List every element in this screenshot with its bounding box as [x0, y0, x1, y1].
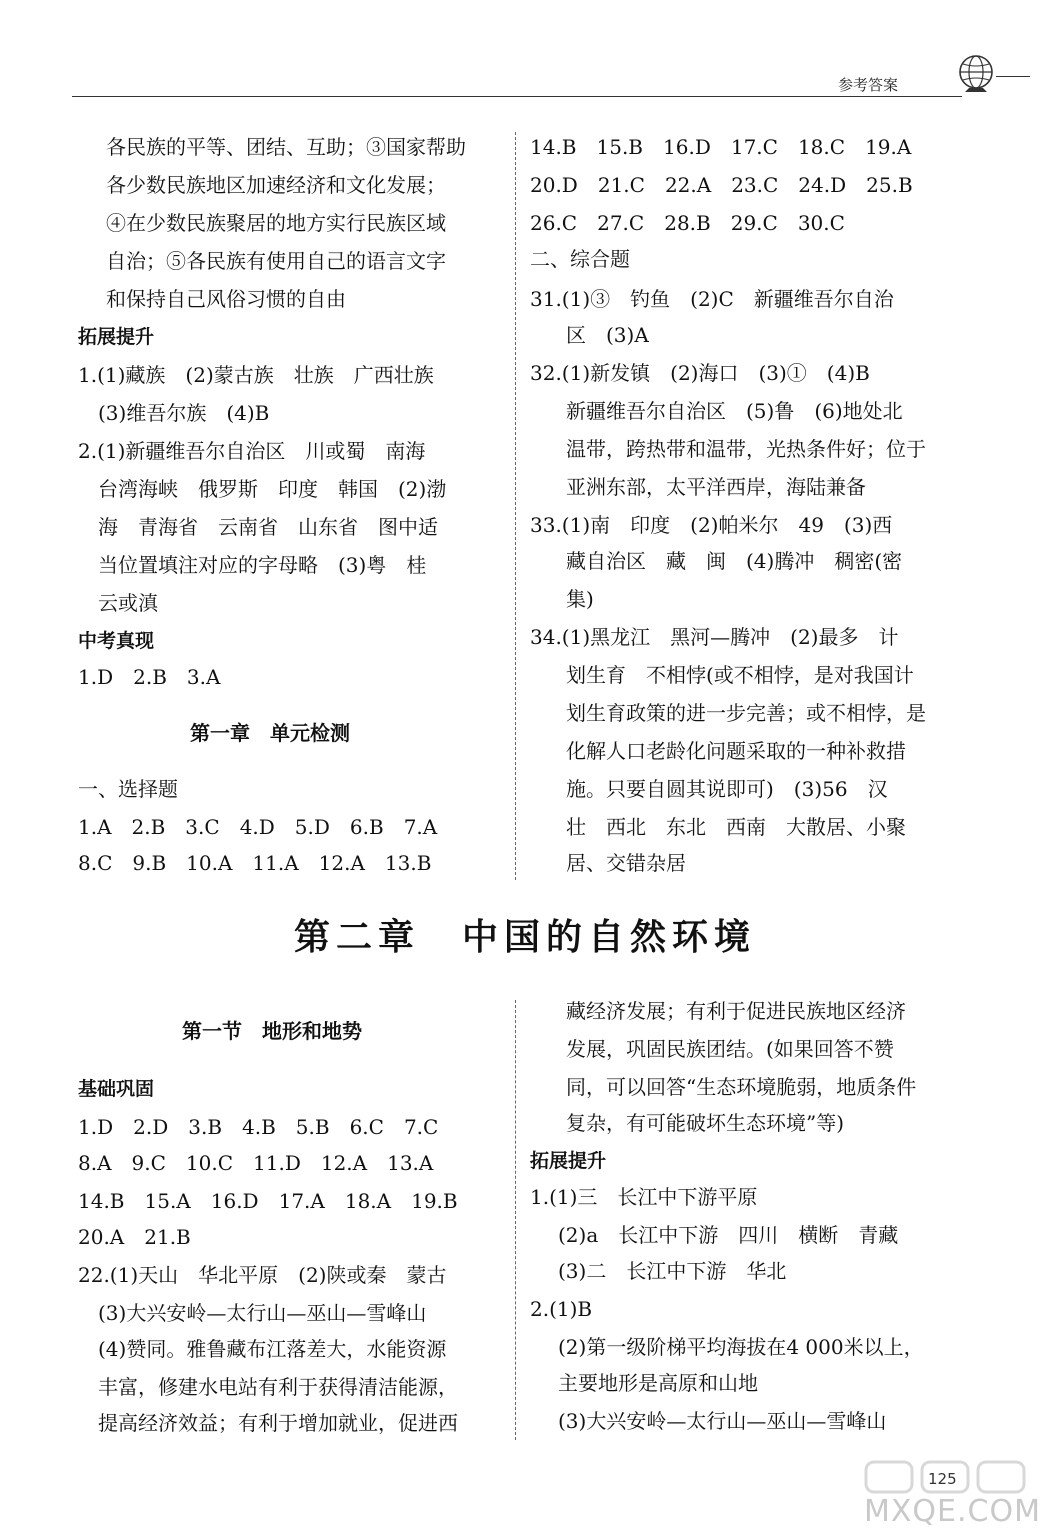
answer-line: (3)大兴安岭—太行山—巫山—雪峰山 — [558, 1409, 887, 1433]
answer-line: 居、交错杂居 — [566, 851, 686, 875]
text-line: ④在少数民族聚居的地方实行民族区域 — [106, 211, 446, 235]
answer-line: 划生育 不相悖(或不相悖，是对我国计 — [566, 663, 914, 687]
header-rule-tail — [996, 76, 1030, 77]
answer-line: 集) — [566, 587, 594, 611]
watermark-text: MXQE.COM — [864, 1494, 1041, 1529]
answer-line: (3)维吾尔族 (4)B — [98, 401, 270, 425]
section-heading-unit-test: 第一章 单元检测 — [190, 721, 350, 745]
page-number: 125 — [928, 1470, 957, 1488]
answer-line: 8.C 9.B 10.A 11.A 12.A 13.B — [78, 851, 432, 875]
answer-line: 藏自治区 藏 闽 (4)腾冲 稠密(密 — [566, 549, 903, 573]
subheading-expand: 拓展提升 — [78, 326, 155, 348]
answer-line: 壮 西北 东北 西南 大散居、小聚 — [566, 815, 906, 839]
answer-line: 化解人口老龄化问题采取的一种补救措 — [566, 739, 906, 763]
answer-line: 1.D 2.B 3.A — [78, 665, 221, 689]
text-line: 自治；⑤各民族有使用自己的语言文字 — [106, 249, 446, 273]
section-heading-terrain: 第一节 地形和地势 — [182, 1019, 362, 1043]
column-divider-bottom — [515, 1000, 516, 1440]
answer-line: (2)a 长江中下游 四川 横断 青藏 — [558, 1223, 899, 1247]
answer-line: 14.B 15.A 16.D 17.A 18.A 19.B — [78, 1189, 458, 1213]
column-divider-top — [515, 132, 516, 880]
chapter-title: 第二章 中国的自然环境 — [293, 916, 756, 958]
answer-line: 丰富，修建水电站有利于获得清洁能源， — [98, 1375, 458, 1399]
answer-line: (3)二 长江中下游 华北 — [558, 1259, 787, 1283]
text-line: 和保持自己风俗习惯的自由 — [106, 287, 346, 311]
answer-line: 复杂，有可能破坏生态环境”等) — [566, 1111, 845, 1135]
subheading-exam: 中考真现 — [78, 630, 155, 652]
subheading-comprehensive: 二、综合题 — [530, 247, 630, 271]
answer-line: 亚洲东部，太平洋西岸，海陆兼备 — [566, 475, 866, 499]
answer-line: 20.D 21.C 22.A 23.C 24.D 25.B — [530, 173, 913, 197]
subheading-choice: 一、选择题 — [78, 777, 178, 801]
answer-line: 发展，巩固民族团结。(如果回答不赞 — [566, 1037, 894, 1061]
answer-line: 32.(1)新发镇 (2)海口 (3)① (4)B — [530, 361, 870, 385]
answer-line: 藏经济发展；有利于促进民族地区经济 — [566, 999, 906, 1023]
answer-line: 温带，跨热带和温带，光热条件好；位于 — [566, 437, 926, 461]
answer-line: 同，可以回答“生态环境脆弱，地质条件 — [566, 1075, 917, 1099]
answer-line: 提高经济效益；有利于增加就业，促进西 — [98, 1411, 458, 1435]
top-right-column — [530, 132, 970, 882]
text-line: 各少数民族地区加速经济和文化发展； — [106, 173, 446, 197]
answer-line: (2)第一级阶梯平均海拔在4 000米以上， — [558, 1335, 924, 1359]
answer-line: 海 青海省 云南省 山东省 图中适 — [98, 515, 438, 539]
header-label: 参考答案 — [838, 76, 899, 94]
answer-line: (3)大兴安岭—太行山—巫山—雪峰山 — [98, 1301, 427, 1325]
answer-line: 施。只要自圆其说即可) (3)56 汉 — [566, 777, 888, 801]
text-line: 各民族的平等、团结、互助；③国家帮助 — [106, 135, 466, 159]
subheading-expand: 拓展提升 — [530, 1150, 607, 1172]
answer-line: 22.(1)天山 华北平原 (2)陕或秦 蒙古 — [78, 1263, 447, 1287]
header-rule — [72, 96, 962, 97]
answer-line: 云或滇 — [98, 591, 158, 615]
answer-line: 当位置填注对应的字母略 (3)粤 桂 — [98, 553, 427, 577]
answer-line: 台湾海峡 俄罗斯 印度 韩国 (2)渤 — [98, 477, 447, 501]
answer-line: 区 (3)A — [566, 323, 649, 347]
answer-line: 主要地形是高原和山地 — [558, 1371, 758, 1395]
answer-line: 14.B 15.B 16.D 17.C 18.C 19.A — [530, 135, 912, 159]
globe-icon — [955, 52, 997, 98]
answer-line: 1.(1)三 长江中下游平原 — [530, 1185, 758, 1209]
top-left-column — [78, 132, 508, 882]
answer-line: 31.(1)③ 钓鱼 (2)C 新疆维吾尔自治 — [530, 287, 894, 311]
bottom-right-column — [530, 996, 970, 1456]
answer-line: 33.(1)南 印度 (2)帕米尔 49 (3)西 — [530, 513, 893, 537]
answer-line: 1.A 2.B 3.C 4.D 5.D 6.B 7.A — [78, 815, 438, 839]
answer-line: 34.(1)黑龙江 黑河—腾冲 (2)最多 计 — [530, 625, 899, 649]
answer-line: 2.(1)新疆维吾尔自治区 川或蜀 南海 — [78, 439, 426, 463]
answer-line: 8.A 9.C 10.C 11.D 12.A 13.A — [78, 1151, 434, 1175]
answer-line: 26.C 27.C 28.B 29.C 30.C — [530, 211, 845, 235]
answer-line: (4)赞同。雅鲁藏布江落差大，水能资源 — [98, 1337, 447, 1361]
answer-line: 2.(1)B — [530, 1297, 593, 1321]
answer-line: 划生育政策的进一步完善；或不相悖，是 — [566, 701, 926, 725]
answer-line: 新疆维吾尔自治区 (5)鲁 (6)地处北 — [566, 399, 903, 423]
bottom-left-column — [78, 1016, 508, 1456]
answer-line: 1.D 2.D 3.B 4.B 5.B 6.C 7.C — [78, 1115, 439, 1139]
answer-line: 1.(1)藏族 (2)蒙古族 壮族 广西壮族 — [78, 363, 434, 387]
subheading-basics: 基础巩固 — [78, 1078, 155, 1100]
answer-line: 20.A 21.B — [78, 1225, 191, 1249]
